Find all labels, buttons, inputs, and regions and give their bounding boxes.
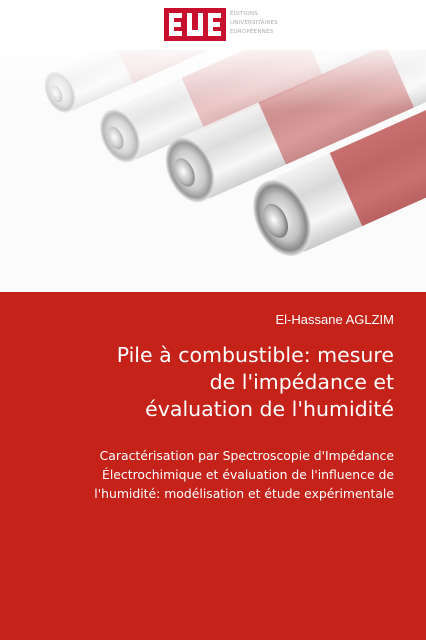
publisher-line-3: EUROPÉENNES [230, 29, 274, 35]
book-subtitle [24, 446, 394, 503]
title-line: Pile à combustible: mesure [116, 343, 394, 367]
subtitle-line: l'humidité: modélisation et étude expérimentale [94, 486, 394, 501]
publisher-header [0, 0, 426, 50]
eue-logo-icon [164, 8, 226, 41]
publisher-line-1: ÉDITIONS [230, 11, 258, 17]
publisher-logo [164, 8, 226, 41]
title-line: de l'impédance et [209, 370, 394, 394]
cover-photo [0, 50, 426, 292]
batteries-image [0, 50, 426, 292]
book-title [34, 342, 394, 423]
subtitle-line: Électrochimique et évaluation de l'influence de [102, 467, 394, 482]
publisher-name [230, 10, 310, 37]
author-name: El-Hassane AGLZIM [275, 312, 394, 327]
publisher-line-2: UNIVERSITAIRES [230, 20, 278, 26]
title-line: évaluation de l'humidité [145, 397, 394, 421]
subtitle-line: Caractérisation par Spectroscopie d'Impédance [99, 448, 394, 463]
